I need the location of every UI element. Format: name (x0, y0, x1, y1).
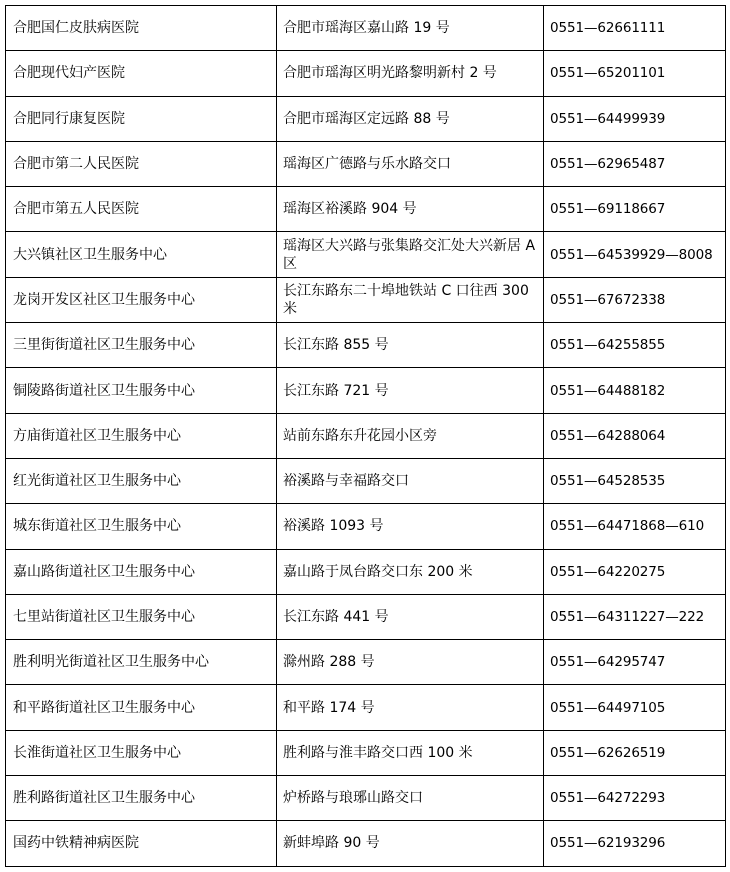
address-cell: 合肥市瑶海区明光路黎明新村 2 号 (277, 51, 544, 96)
hospital-name-cell: 合肥国仁皮肤病医院 (6, 6, 277, 51)
address-cell: 嘉山路于凤台路交口东 200 米 (277, 549, 544, 594)
table-row (6, 549, 726, 594)
table-row (6, 730, 726, 775)
table-row (6, 776, 726, 821)
phone-cell: 0551—62965487 (544, 141, 726, 186)
phone-cell: 0551—64488182 (544, 368, 726, 413)
address-cell: 新蚌埠路 90 号 (277, 821, 544, 866)
hospital-name-cell: 龙岗开发区社区卫生服务中心 (6, 277, 277, 322)
address-cell: 长江东路 721 号 (277, 368, 544, 413)
hospital-name-cell: 三里街街道社区卫生服务中心 (6, 323, 277, 368)
hospital-name-cell: 合肥市第五人民医院 (6, 187, 277, 232)
phone-cell: 0551—67672338 (544, 277, 726, 322)
phone-cell: 0551—64272293 (544, 776, 726, 821)
address-cell: 合肥市瑶海区定远路 88 号 (277, 96, 544, 141)
phone-cell: 0551—62661111 (544, 6, 726, 51)
table-row (6, 368, 726, 413)
table-row (6, 232, 726, 277)
address-cell: 长江东路 441 号 (277, 594, 544, 639)
hospital-name-cell: 合肥市第二人民医院 (6, 141, 277, 186)
phone-cell: 0551—64499939 (544, 96, 726, 141)
table-row (6, 594, 726, 639)
address-cell: 炉桥路与琅琊山路交口 (277, 776, 544, 821)
phone-cell: 0551—64497105 (544, 685, 726, 730)
table-row (6, 96, 726, 141)
table-row (6, 323, 726, 368)
table-row (6, 640, 726, 685)
address-cell: 合肥市瑶海区嘉山路 19 号 (277, 6, 544, 51)
hospital-name-cell: 国药中铁精神病医院 (6, 821, 277, 866)
hospital-name-cell: 嘉山路街道社区卫生服务中心 (6, 549, 277, 594)
table-row (6, 504, 726, 549)
hospital-contact-table (5, 5, 726, 867)
hospital-name-cell: 方庙街道社区卫生服务中心 (6, 413, 277, 458)
hospital-name-cell: 长淮街道社区卫生服务中心 (6, 730, 277, 775)
address-cell: 瑶海区裕溪路 904 号 (277, 187, 544, 232)
hospital-name-cell: 合肥同行康复医院 (6, 96, 277, 141)
phone-cell: 0551—69118667 (544, 187, 726, 232)
phone-cell: 0551—62626519 (544, 730, 726, 775)
phone-cell: 0551—64528535 (544, 458, 726, 503)
document-page (5, 5, 726, 867)
hospital-name-cell: 合肥现代妇产医院 (6, 51, 277, 96)
address-cell: 胜利路与淮丰路交口西 100 米 (277, 730, 544, 775)
address-cell: 瑶海区大兴路与张集路交汇处大兴新居 A 区 (277, 232, 544, 277)
hospital-name-cell: 胜利明光街道社区卫生服务中心 (6, 640, 277, 685)
phone-cell: 0551—64311227—222 (544, 594, 726, 639)
phone-cell: 0551—64539929—8008 (544, 232, 726, 277)
phone-cell: 0551—64220275 (544, 549, 726, 594)
table-row (6, 685, 726, 730)
table-body (6, 6, 726, 867)
hospital-name-cell: 大兴镇社区卫生服务中心 (6, 232, 277, 277)
address-cell: 和平路 174 号 (277, 685, 544, 730)
hospital-name-cell: 红光街道社区卫生服务中心 (6, 458, 277, 503)
address-cell: 瑶海区广德路与乐水路交口 (277, 141, 544, 186)
hospital-name-cell: 胜利路街道社区卫生服务中心 (6, 776, 277, 821)
table-row (6, 277, 726, 322)
address-cell: 站前东路东升花园小区旁 (277, 413, 544, 458)
address-cell: 长江东路 855 号 (277, 323, 544, 368)
address-cell: 长江东路东二十埠地铁站 C 口往西 300 米 (277, 277, 544, 322)
table-row (6, 821, 726, 866)
phone-cell: 0551—64255855 (544, 323, 726, 368)
table-row (6, 413, 726, 458)
table-row (6, 141, 726, 186)
address-cell: 滁州路 288 号 (277, 640, 544, 685)
address-cell: 裕溪路与幸福路交口 (277, 458, 544, 503)
table-row (6, 6, 726, 51)
table-row (6, 51, 726, 96)
hospital-name-cell: 铜陵路街道社区卫生服务中心 (6, 368, 277, 413)
hospital-name-cell: 七里站街道社区卫生服务中心 (6, 594, 277, 639)
table-row (6, 458, 726, 503)
hospital-name-cell: 城东街道社区卫生服务中心 (6, 504, 277, 549)
phone-cell: 0551—64471868—610 (544, 504, 726, 549)
phone-cell: 0551—64295747 (544, 640, 726, 685)
phone-cell: 0551—62193296 (544, 821, 726, 866)
phone-cell: 0551—65201101 (544, 51, 726, 96)
hospital-name-cell: 和平路街道社区卫生服务中心 (6, 685, 277, 730)
table-row (6, 187, 726, 232)
address-cell: 裕溪路 1093 号 (277, 504, 544, 549)
phone-cell: 0551—64288064 (544, 413, 726, 458)
